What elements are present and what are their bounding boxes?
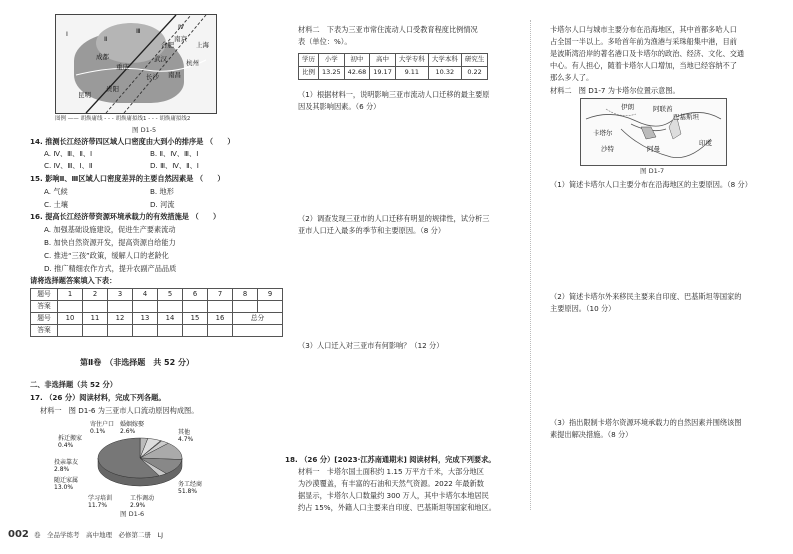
q18-line4: 据显示，卡塔尔人口数量约 300 万人，其中卡塔尔本地居民 <box>298 491 489 500</box>
map-label-iran: 伊朗 <box>621 103 634 111</box>
q14-option-a[interactable]: A. Ⅳ、Ⅲ、Ⅱ、Ⅰ <box>44 149 93 158</box>
pie-value-8: 51.8% <box>178 488 198 495</box>
map-region-3: Ⅲ <box>136 27 141 35</box>
answer-table-row <box>31 289 283 301</box>
q18-3-line1: （3）指出限制卡塔尔资源环境承载力的自然因素并围绕该图 <box>550 418 742 427</box>
q17-2-line1: （2）调查发现三亚市的人口迁移有明显的规律性，试分析三 <box>298 214 490 223</box>
answer-table-row <box>31 325 283 337</box>
q18-cont-line2: 占全国一半以上。多哈首年前为渔港与采珠船集中港，目前 <box>550 37 737 46</box>
cell: 16 <box>208 313 233 325</box>
answer-cell[interactable] <box>58 325 83 337</box>
map-label-saudi: 沙特 <box>601 145 614 153</box>
q18-2-line2: 主要原因。（10 分） <box>550 304 616 313</box>
map-label-oman: 阿曼 <box>647 145 660 153</box>
q14-option-d[interactable]: D. Ⅲ、Ⅳ、Ⅱ、Ⅰ <box>150 161 199 170</box>
cell: 2 <box>83 289 108 301</box>
map-region-4: Ⅳ <box>178 23 184 31</box>
answer-cell[interactable] <box>133 301 158 313</box>
map-label-kunming: 昆明 <box>78 91 91 99</box>
q14-option-b[interactable]: B. Ⅱ、Ⅳ、Ⅲ、Ⅰ <box>150 149 199 158</box>
cell: 4 <box>133 289 158 301</box>
cell: 题号 <box>31 289 58 301</box>
q17-stem: 17. （26 分）阅读材料，完成下列各题。 <box>30 393 166 402</box>
map-label-pakistan: 巴基斯坦 <box>673 113 699 121</box>
answer-cell[interactable] <box>158 325 183 337</box>
pie-value-5: 13.0% <box>54 484 74 491</box>
pie-label-2: 其他 <box>178 429 191 436</box>
column-divider <box>530 20 531 510</box>
map-label-uae: 阿联酋 <box>653 105 673 113</box>
map-label-india: 印度 <box>699 139 712 147</box>
section-2-heading: 二、非选择题（共 52 分） <box>30 380 117 389</box>
cell: 研究生 <box>461 54 488 67</box>
cell: 大学专科 <box>395 54 428 67</box>
q17-material-2-line1: 材料二 下表为三亚市常住流动人口受教育程度比例情况 <box>298 25 478 34</box>
qatar-map <box>580 98 727 166</box>
answer-cell[interactable] <box>58 301 83 313</box>
q18-line5: 约占 15%，外籍人口主要来自印度、巴基斯坦等国家和地区。 <box>298 503 496 512</box>
part2-title: 第Ⅱ卷 （非选择题 共 52 分） <box>80 358 194 367</box>
pie-value-4: 2.8% <box>54 466 70 473</box>
cell: 12 <box>108 313 133 325</box>
answer-table-row <box>31 313 283 325</box>
yangtze-map <box>55 14 217 114</box>
pie-value-2: 4.7% <box>178 436 194 443</box>
education-table <box>298 53 488 80</box>
map-label-chengdu: 成都 <box>96 53 109 61</box>
q16-stem: 16. 提高长江经济带资源环境承载力的有效措施是 （ ） <box>30 212 221 221</box>
pie-label-8: 务工经商 <box>178 481 203 488</box>
pie-label-3: 拆迁搬家 <box>58 435 83 442</box>
answer-cell[interactable] <box>233 301 258 313</box>
answer-cell[interactable] <box>83 301 108 313</box>
q15-option-d[interactable]: D. 河流 <box>150 200 175 209</box>
q15-stem: 15. 影响Ⅱ、Ⅲ区域人口密度差异的主要自然因素是 （ ） <box>30 174 225 183</box>
q18-3-line2: 素提出解决措施。（8 分） <box>550 430 633 439</box>
q16-option-d[interactable]: D. 推广精细农作方式，提升农副产品品质 <box>44 264 177 273</box>
answer-cell[interactable] <box>158 301 183 313</box>
cell: 题号 <box>31 313 58 325</box>
q18-material-2: 材料二 图 D1-7 为卡塔尔位置示意图。 <box>550 86 680 95</box>
page-number: 002 <box>8 529 29 540</box>
cell: 5 <box>158 289 183 301</box>
pie-label-5: 随迁家属 <box>54 477 79 484</box>
map-region-2: Ⅱ <box>104 35 108 43</box>
answer-cell[interactable] <box>108 301 133 313</box>
q17-1-line1: （1）根据材料一，说明影响三亚市流动人口迁移的最主要原 <box>298 90 490 99</box>
pie-label-1: 婚姻嫁娶 <box>120 421 145 428</box>
q18-cont-line3: 是波斯湾沿岸的著名港口及卡塔尔的政治、经济、文化、交通 <box>550 49 745 58</box>
pie-value-0: 0.1% <box>90 428 106 435</box>
pie-caption: 图 D1-6 <box>120 510 145 518</box>
q16-option-a[interactable]: A. 加强基础设施建设，促进生产要素流动 <box>44 225 176 234</box>
q18-cont-line4: 中心。有人担心，随着卡塔尔人口增加，当地已经容纳不了 <box>550 61 737 70</box>
q18-cont-line1: 卡塔尔人口与城市主要分布在沿海地区，其中首都多哈人口 <box>550 25 737 34</box>
q14-option-c[interactable]: C. Ⅳ、Ⅲ、Ⅰ、Ⅱ <box>44 161 93 170</box>
cell: 总分 <box>233 313 283 325</box>
pie-label-7: 工作调动 <box>130 495 155 502</box>
pie-value-1: 2.6% <box>120 428 136 435</box>
cell: 13 <box>133 313 158 325</box>
pie-label-0: 寄住户口 <box>90 421 115 428</box>
cell: 13.25 <box>319 67 345 80</box>
map-label-hefei: 合肥 <box>161 41 174 49</box>
cell: 7 <box>208 289 233 301</box>
cell: 初中 <box>344 54 370 67</box>
cell: 答案 <box>31 325 58 337</box>
cell: 比例 <box>299 67 319 80</box>
map-region-1: Ⅰ <box>66 30 68 38</box>
q18-cont-line5: 那么多人了。 <box>550 73 594 82</box>
q17-material-2-line2: 表（单位：%）。 <box>298 37 352 46</box>
q14-stem: 14. 推测长江经济带四区域人口密度由大到小的排序是 （ ） <box>30 137 235 146</box>
answer-cell[interactable] <box>108 325 133 337</box>
cell: 0.22 <box>461 67 488 80</box>
pie-label-4: 投亲靠友 <box>54 459 79 466</box>
answer-cell[interactable] <box>208 301 233 313</box>
q15-option-c[interactable]: C. 土壤 <box>44 200 68 209</box>
cell: 8 <box>233 289 258 301</box>
map-label-nanjing: 南京 <box>174 35 187 43</box>
map-label-chongqing: 重庆 <box>116 63 129 71</box>
answer-table-row <box>31 301 283 313</box>
map-label-guiyang: 贵阳 <box>106 85 119 93</box>
cell: 6 <box>183 289 208 301</box>
q17-2-line2: 亚市人口迁入最多的季节和主要原因。（8 分） <box>298 226 446 235</box>
pie-chart <box>54 418 220 509</box>
map-legend: 图例 —— 胡焕庸线 - - - 胡焕庸拟线1 - - - 胡焕庸拟线2 <box>55 116 191 122</box>
q15-option-b[interactable]: B. 地形 <box>150 187 174 196</box>
cell: 9.11 <box>395 67 428 80</box>
q17-material-1: 材料一 图 D1-6 为三亚市人口流动原因构成图。 <box>40 406 199 415</box>
map-label-wuhan: 武汉 <box>154 55 167 63</box>
cell: 10 <box>58 313 83 325</box>
q18-line2: 材料一 卡塔尔国土面积约 1.15 万平方千米，大部分地区 <box>298 467 484 476</box>
cell: 42.68 <box>344 67 370 80</box>
total-score-cell[interactable] <box>233 325 283 337</box>
q18-1: （1）简述卡塔尔人口主要分布在沿海地区的主要原因。（8 分） <box>550 180 752 189</box>
education-table-header <box>299 54 488 67</box>
cell: 答案 <box>31 301 58 313</box>
map-label-changsha: 长沙 <box>146 73 159 81</box>
qatar-map-caption: 图 D1-7 <box>640 167 665 175</box>
pie-label-6: 学习培训 <box>88 495 113 502</box>
cell: 1 <box>58 289 83 301</box>
answer-cell[interactable] <box>208 325 233 337</box>
q17-1-line2: 因及其影响因素。（6 分） <box>298 102 381 111</box>
q16-option-b[interactable]: B. 加快自然资源开发，提高资源自给能力 <box>44 238 176 247</box>
answer-cell[interactable] <box>183 301 208 313</box>
pie-value-3: 0.4% <box>58 442 74 449</box>
q17-3: （3）人口迁入对三亚市有何影响？（12 分） <box>298 341 444 350</box>
page-footer <box>8 527 163 542</box>
map-label-shanghai: 上海 <box>196 41 209 49</box>
pie-value-6: 11.7% <box>88 502 108 509</box>
q18-line3: 为沙漠覆盖，有丰富的石油和天然气资源。2022 年最新数 <box>298 479 484 488</box>
q18-2-line1: （2）简述卡塔尔外来移民主要来自印度、巴基斯坦等国家的 <box>550 292 742 301</box>
answer-cell[interactable] <box>258 301 283 313</box>
q16-option-c[interactable]: C. 推进“三孩”政策，缓解人口的老龄化 <box>44 251 169 260</box>
cell: 3 <box>108 289 133 301</box>
cell: 小学 <box>319 54 345 67</box>
cell: 9 <box>258 289 283 301</box>
cell: 10.32 <box>428 67 461 80</box>
map-label-hangzhou: 杭州 <box>186 59 199 67</box>
footer-text: 卷 全品学练考 高中地理 必修第二册 LJ <box>33 531 163 539</box>
map-label-qatar: 卡塔尔 <box>593 129 613 137</box>
q18-stem: 18. （26 分）[2023·江苏南通期末] 阅读材料，完成下列要求。 <box>285 455 496 464</box>
cell: 高中 <box>370 54 396 67</box>
map-label-nanchang: 南昌 <box>168 71 181 79</box>
answer-table-title: 请将选择题答案填入下表： <box>30 276 117 285</box>
answer-cell[interactable] <box>133 325 158 337</box>
answer-table <box>30 288 283 337</box>
cell: 15 <box>183 313 208 325</box>
cell: 学历 <box>299 54 319 67</box>
answer-cell[interactable] <box>83 325 108 337</box>
q15-option-a[interactable]: A. 气候 <box>44 187 68 196</box>
cell: 11 <box>83 313 108 325</box>
answer-cell[interactable] <box>183 325 208 337</box>
pie-value-7: 2.9% <box>130 502 146 509</box>
cell: 14 <box>158 313 183 325</box>
map-caption: 图 D1-5 <box>132 126 157 134</box>
cell: 19.17 <box>370 67 396 80</box>
cell: 大学本科 <box>428 54 461 67</box>
education-table-row <box>299 67 488 80</box>
